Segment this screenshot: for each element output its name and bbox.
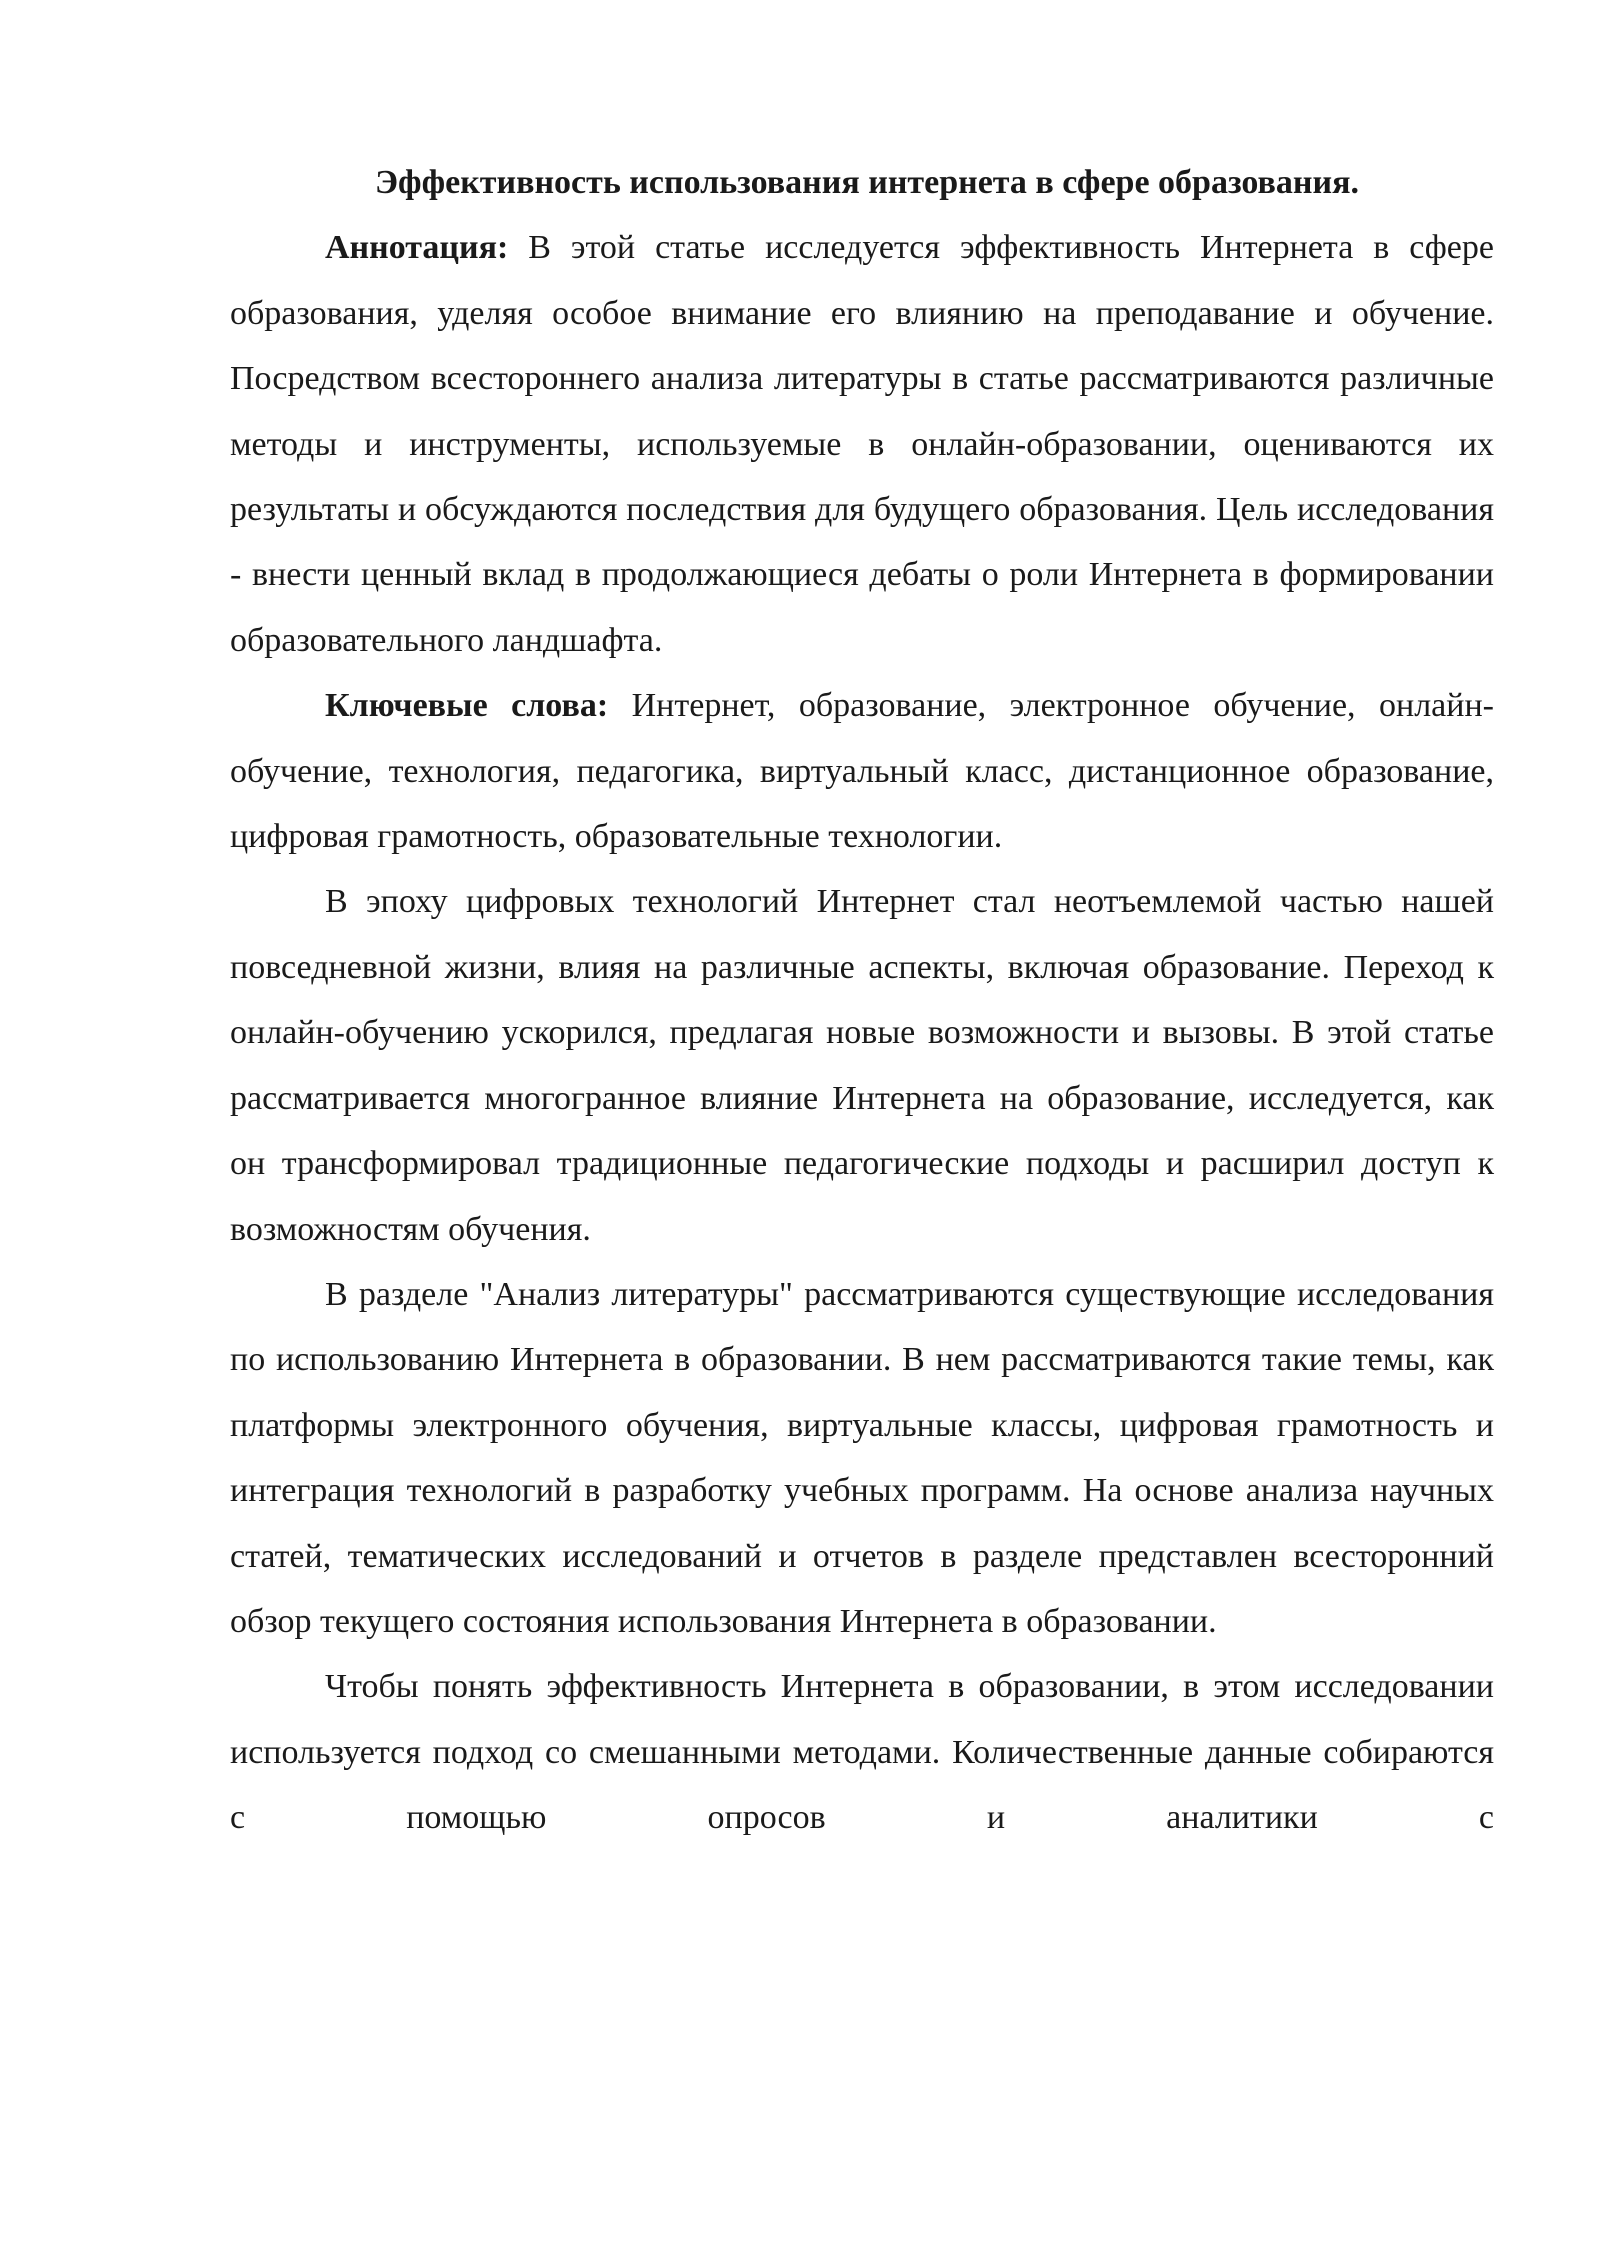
keywords-lead: Ключевые слова: [325,687,609,725]
keywords-paragraph [230,673,1494,869]
body-paragraph-intro: В эпоху цифровых технологий Интернет стал неотъемлемой частью нашей повседневной жизни, влияя на различные аспекты, включая образование. Переход к онлайн-обучению ускорился, предлагая новые возможности и вызовы. В этой статье рассматривается многогранное влияние Интернета на образование, исследуется, как он трансформировал традиционные педагогические подходы и расширил доступ к возможностям обучения. [230,883,1494,1248]
abstract-text: В этой статье исследуется эффективность Интернета в сфере образования, уделяя особое внимание его влиянию на преподавание и обучение. Посредством всестороннего анализа литературы в статье рассматриваются различные методы и инструменты, используемые в онлайн-образовании, оцениваются их результаты и обсуждаются последствия для будущего образования. Цель исследования - внести ценный вклад в продолжающиеся дебаты о роли Интернета в формировании образовательного ландшафта. [230,229,1494,659]
body-paragraph-literature: В разделе "Анализ литературы" рассматриваются существующие исследования по использованию Интернета в образовании. В нем рассматриваются такие темы, как платформы электронного обучения, виртуальные классы, цифровая грамотность и интеграция технологий в разработку учебных программ. На основе анализа научных статей, тематических исследований и отчетов в разделе представлен всесторонний обзор текущего состояния использования Интернета в образовании. [230,1275,1494,1640]
keywords-text: Интернет, образование, электронное обучение, онлайн-обучение, технология, педагогика, виртуальный класс, дистанционное образование, цифровая грамотность, образовательные технологии. [230,687,1494,856]
document-page [230,150,1494,1851]
abstract-lead: Аннотация: [325,229,509,267]
abstract-paragraph [230,215,1494,673]
body-paragraph-methods: Чтобы понять эффективность Интернета в образовании, в этом исследовании используется подход со смешанными методами. Количественные данные собираются с помощью опросов и аналитики с [230,1668,1494,1837]
document-title: Эффективность использования интернета в сфере образования. [375,164,1359,201]
